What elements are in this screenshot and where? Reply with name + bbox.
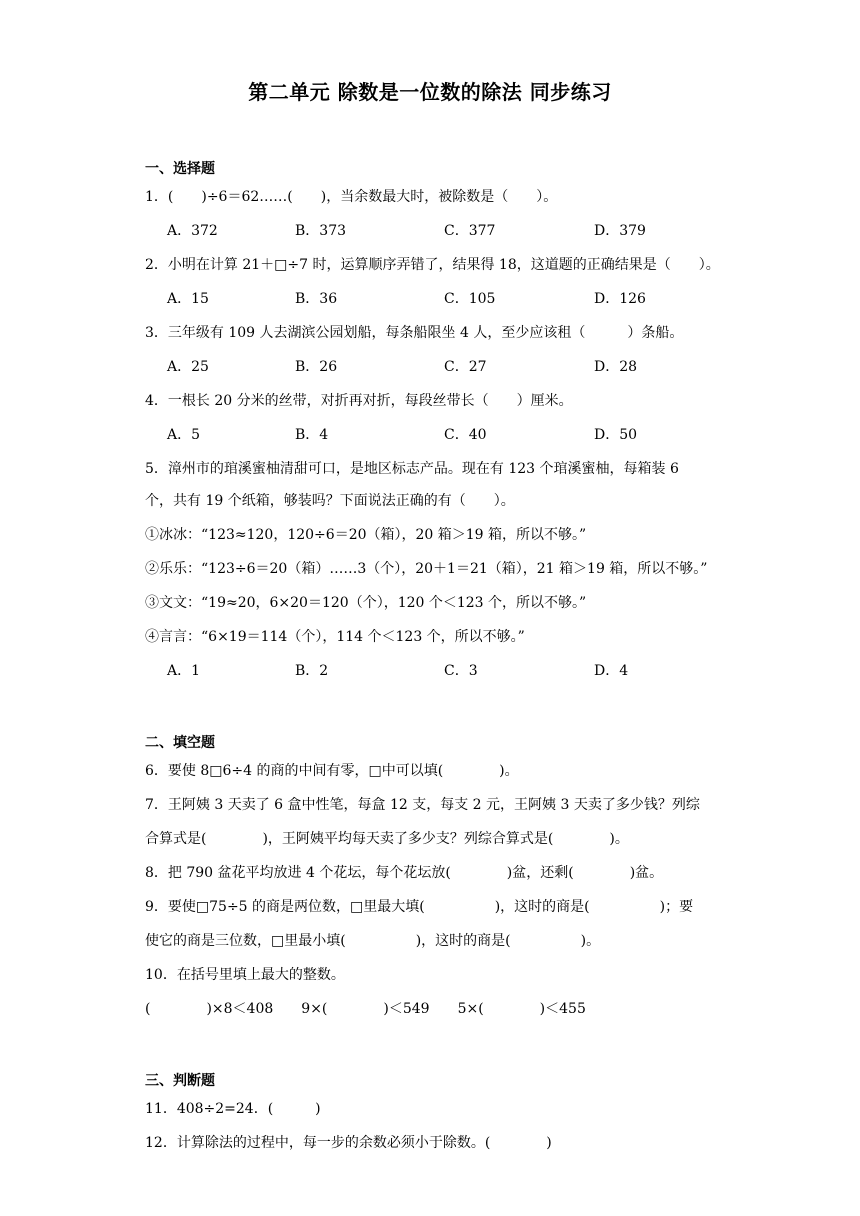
option-a: A．1 xyxy=(167,663,201,679)
question-1-options xyxy=(167,220,767,240)
section-heading-judge: 三、判断题 xyxy=(145,1073,215,1089)
section-heading-fill: 二、填空题 xyxy=(145,735,215,751)
question-2-options xyxy=(167,288,767,308)
option-c: C．377 xyxy=(444,223,496,239)
question-11: 11．408÷2=24．( ) xyxy=(145,1101,321,1117)
section-heading-choice: 一、选择题 xyxy=(145,161,215,177)
question-5-options xyxy=(167,660,767,680)
question-4: 4．一根长 20 分米的丝带，对折再对折，每段丝带长（ ）厘米。 xyxy=(145,393,573,409)
option-d: D．28 xyxy=(594,359,638,375)
option-a: A．15 xyxy=(167,291,209,307)
question-7-line-1: 7．王阿姨 3 天卖了 6 盒中性笔，每盒 12 支，每支 2 元，王阿姨 3 天卖了多少钱？列综 xyxy=(145,797,700,813)
question-5-statement-2: ②乐乐：“123÷6＝20（箱）……3（个），20＋1＝21（箱），21 箱＞19 箱，所以不够。” xyxy=(145,561,708,577)
question-10: 10．在括号里填上最大的整数。 xyxy=(145,967,345,983)
question-3-options xyxy=(167,356,767,376)
option-b: B．2 xyxy=(295,663,329,679)
option-c: C．3 xyxy=(444,663,478,679)
option-d: D．50 xyxy=(594,427,638,443)
option-c: C．27 xyxy=(444,359,487,375)
option-a: A．5 xyxy=(167,427,201,443)
option-a: A．372 xyxy=(167,223,218,239)
question-12: 12．计算除法的过程中，每一步的余数必须小于除数。( ) xyxy=(145,1135,552,1151)
option-c: C．105 xyxy=(444,291,496,307)
option-b: B．36 xyxy=(295,291,338,307)
option-b: B．4 xyxy=(295,427,329,443)
question-8: 8．把 790 盆花平均放进 4 个花坛，每个花坛放( )盆，还剩( )盆。 xyxy=(145,865,664,881)
option-d: D．379 xyxy=(594,223,646,239)
question-6: 6．要使 8□6÷4 的商的中间有零，□中可以填( )。 xyxy=(145,763,519,779)
option-b: B．373 xyxy=(295,223,347,239)
question-4-options xyxy=(167,424,767,444)
question-7-line-2: 合算式是( )，王阿姨平均每天卖了多少支？列综合算式是( )。 xyxy=(145,831,629,847)
question-2: 2．小明在计算 21＋□÷7 时，运算顺序弄错了，结果得 18，这道题的正确结果是（ ）。 xyxy=(145,257,720,273)
question-3: 3．三年级有 109 人去湖滨公园划船，每条船限坐 4 人，至少应该租（ ）条船。 xyxy=(145,325,684,341)
question-5-line-1: 5．漳州市的琯溪蜜柚清甜可口，是地区标志产品。现在有 123 个琯溪蜜柚，每箱装 6 xyxy=(145,461,679,477)
question-10-blanks: ( )×8＜408 9×( )＜549 5×( )＜455 xyxy=(145,1001,586,1017)
option-d: D．4 xyxy=(594,663,629,679)
page-title: 第二单元 除数是一位数的除法 同步练习 xyxy=(248,80,612,104)
question-9-line-1: 9．要使□75÷5 的商是两位数，□里最大填( )，这时的商是( )；要 xyxy=(145,899,694,915)
option-c: C．40 xyxy=(444,427,487,443)
question-9-line-2: 使它的商是三位数，□里最小填( )，这时的商是( )。 xyxy=(145,933,601,949)
question-1: 1．( )÷6＝62……( )，当余数最大时，被除数是（ ）。 xyxy=(145,189,558,205)
question-5-statement-1: ①冰冰：“123≈120，120÷6＝20（箱），20 箱＞19 箱，所以不够。” xyxy=(145,527,587,543)
question-5-statement-3: ③文文：“19≈20，6×20＝120（个），120 个＜123 个，所以不够。” xyxy=(145,595,587,611)
question-5-line-2: 个，共有 19 个纸箱，够装吗？下面说法正确的有（ ）。 xyxy=(145,493,515,509)
question-5-statement-4: ④言言：“6×19＝114（个），114 个＜123 个，所以不够。” xyxy=(145,629,525,645)
option-a: A．25 xyxy=(167,359,209,375)
option-b: B．26 xyxy=(295,359,338,375)
option-d: D．126 xyxy=(594,291,646,307)
